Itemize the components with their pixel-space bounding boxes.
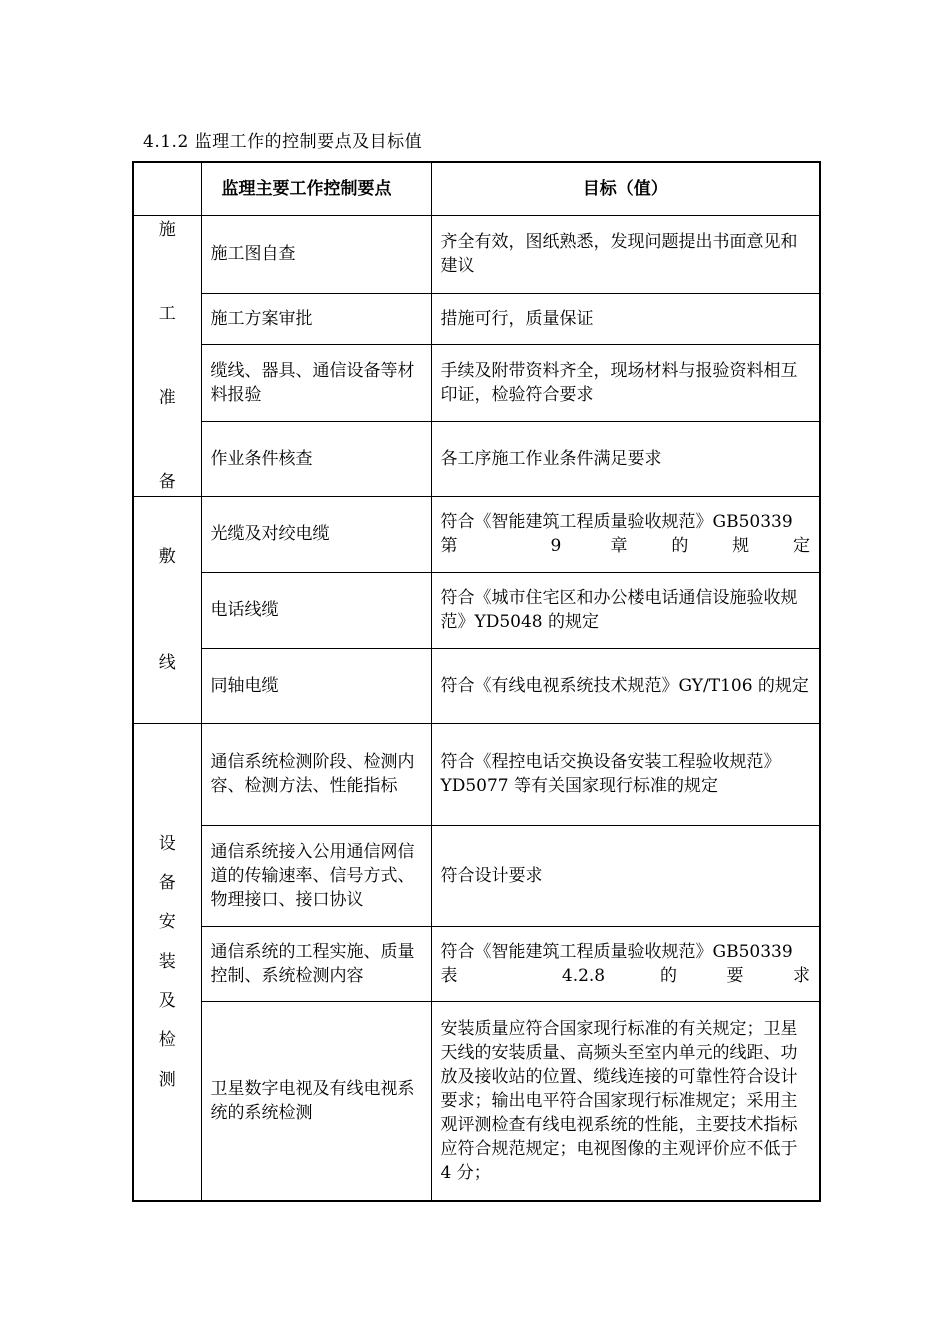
target-cell: 符合《有线电视系统技术规范》GY/T106 的规定 [431, 648, 820, 723]
table-row [133, 496, 820, 572]
table-row [133, 344, 820, 421]
section-heading: 4.1.2 监理工作的控制要点及目标值 [143, 132, 423, 152]
control-points-table [132, 161, 821, 1202]
target-cell: 符合设计要求 [431, 825, 820, 926]
category-equipment-install-test: 设 备 安 装 及 检 测 [133, 723, 201, 1201]
control-point-cell: 通信系统检测阶段、检测内容、检测方法、性能指标 [201, 723, 431, 825]
table-row [133, 215, 820, 293]
target-cell: 符合《智能建筑工程质量验收规范》GB50339 第 9 章的规定 [431, 496, 820, 572]
table-row [133, 572, 820, 648]
control-point-cell: 通信系统接入公用通信网信道的传输速率、信号方式、物理接口、接口协议 [201, 825, 431, 926]
table-header-row [133, 162, 820, 215]
header-blank-cell [133, 162, 201, 215]
header-control-points: 监理主要工作控制要点 [201, 162, 431, 215]
control-point-cell: 作业条件核查 [201, 422, 431, 496]
control-point-cell: 施工图自查 [201, 215, 431, 293]
table-row [133, 723, 820, 825]
control-point-cell: 卫星数字电视及有线电视系统的系统检测 [201, 1001, 431, 1201]
category-construction-prep: 施 工 准 备 [133, 215, 201, 496]
target-cell: 符合《城市住宅区和办公楼电话通信设施验收规范》YD5048 的规定 [431, 572, 820, 648]
target-cell: 各工序施工作业条件满足要求 [431, 422, 820, 496]
target-cell: 符合《智能建筑工程质量验收规范》GB50339 表 4.2.8 的要求 [431, 926, 820, 1001]
table-row [133, 825, 820, 926]
target-cell: 措施可行，质量保证 [431, 293, 820, 344]
control-point-cell: 缆线、器具、通信设备等材料报验 [201, 344, 431, 421]
target-cell: 手续及附带资料齐全，现场材料与报验资料相互印证，检验符合要求 [431, 344, 820, 421]
target-cell: 符合《程控电话交换设备安装工程验收规范》YD5077 等有关国家现行标准的规定 [431, 723, 820, 825]
control-point-cell: 电话线缆 [201, 572, 431, 648]
table-row [133, 926, 820, 1001]
control-point-cell: 同轴电缆 [201, 648, 431, 723]
control-point-cell: 施工方案审批 [201, 293, 431, 344]
category-cabling: 敷 线 [133, 496, 201, 723]
control-point-cell: 光缆及对绞电缆 [201, 496, 431, 572]
control-point-cell: 通信系统的工程实施、质量控制、系统检测内容 [201, 926, 431, 1001]
target-cell: 齐全有效，图纸熟悉，发现问题提出书面意见和建议 [431, 215, 820, 293]
table-row [133, 1001, 820, 1201]
table-row [133, 422, 820, 496]
header-target-value: 目标（值） [431, 162, 820, 215]
table-row [133, 293, 820, 344]
target-cell: 安装质量应符合国家现行标准的有关规定；卫星天线的安装质量、高频头至室内单元的线距、功放及接收站的位置、缆线连接的可靠性符合设计要求；输出电平符合国家现行标准规定；采用主观评测检查有线电视系统的性能，主要技术指标应符合规范规定；电视图像的主观评价应不低于 4 分； [431, 1001, 820, 1201]
table-row [133, 648, 820, 723]
